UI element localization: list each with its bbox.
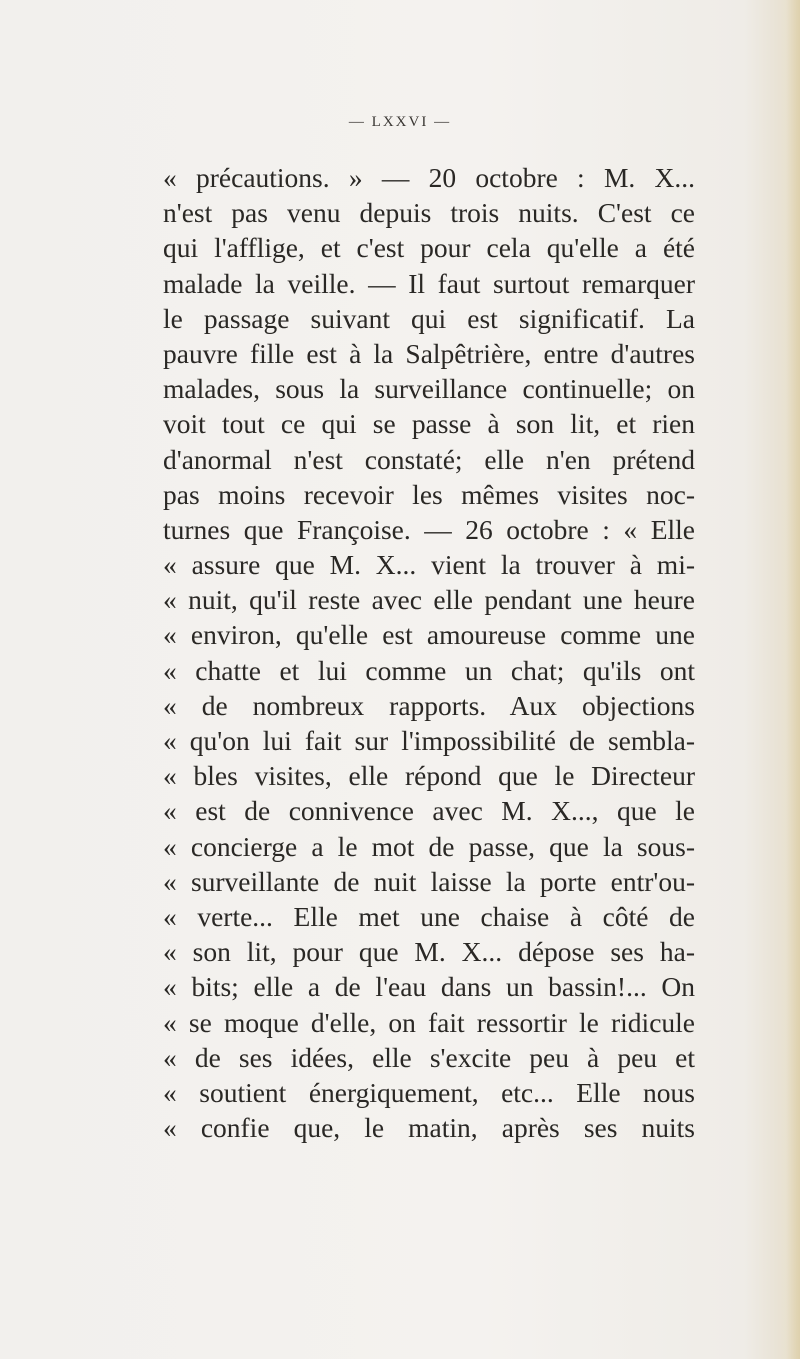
text-line: pauvre fille est à la Salpêtrière, entre d'autres [163,337,695,369]
text-line: voit tout ce qui se passe à son lit, et rien [163,408,695,440]
text-line: « chatte et lui comme un chat; qu'ils ont [163,654,695,686]
text-line: malade la veille. — Il faut surtout remarquer [163,267,695,299]
text-line: « est de connivence avec M. X..., que le [163,795,695,827]
text-line: « environ, qu'elle est amoureuse comme une [163,619,695,651]
page-number-header: — LXXVI — [348,114,452,130]
text-line: qui l'afflige, et c'est pour cela qu'elle a été [163,232,695,264]
text-line: « bits; elle a de l'eau dans un bassin!... On [163,971,695,1003]
text-line: « de nombreux rapports. Aux objections [163,689,695,721]
text-line: n'est pas venu depuis trois nuits. C'est ce [163,197,695,229]
text-line: « précautions. » — 20 octobre : M. X... [163,162,695,193]
text-line: « assure que M. X... vient la trouver à mi- [163,549,695,581]
text-line: « bles visites, elle répond que le Directeur [163,760,695,792]
text-line: pas moins recevoir les mêmes visites noc- [163,478,695,510]
text-line: « concierge a le mot de passe, que la sous- [163,830,695,862]
text-line: « verte... Elle met une chaise à côté de [163,900,695,932]
text-line: « soutient énergiquement, etc... Elle nous [163,1076,695,1108]
text-line: le passage suivant qui est significatif. La [163,302,695,334]
text-line: « nuit, qu'il reste avec elle pendant une heure [163,584,695,616]
text-line: turnes que Françoise. — 26 octobre : « Elle [163,513,695,545]
text-line: « surveillante de nuit laisse la porte entr'ou- [163,865,695,897]
text-line: « confie que, le matin, après ses nuits [163,1112,695,1144]
text-line: malades, sous la surveillance continuelle; on [163,373,695,405]
text-line: « de ses idées, elle s'excite peu à peu et [163,1041,695,1073]
text-line: « son lit, pour que M. X... dépose ses ha- [163,936,695,968]
text-line: « se moque d'elle, on fait ressortir le ridicule [163,1006,695,1038]
page-edge-shadow [786,0,800,1359]
text-line: « qu'on lui fait sur l'impossibilité de sembla- [163,725,695,756]
body-text [163,160,695,1145]
text-line: d'anormal n'est constaté; elle n'en prétend [163,443,695,475]
